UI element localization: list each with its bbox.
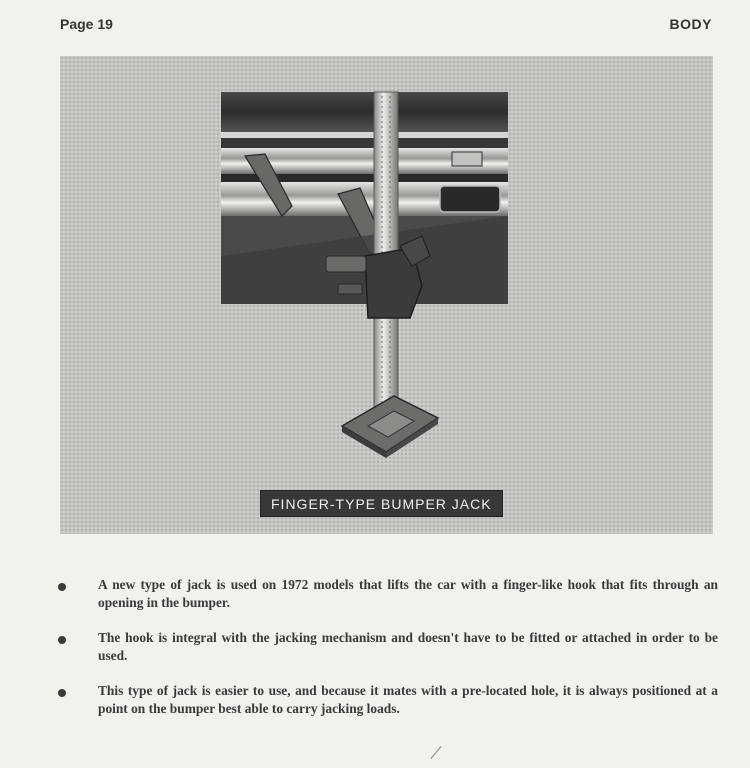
- list-item: [58, 629, 718, 665]
- bullet-icon: [58, 689, 66, 697]
- page-number: Page 19: [60, 16, 113, 32]
- list-item-text: This type of jack is easier to use, and because it mates with a pre-located hole, it is always positioned at a point on the bumper best able to carry jacking loads.: [98, 683, 718, 716]
- list-item-text: The hook is integral with the jacking mechanism and doesn't have to be fitted or attached in order to be used.: [98, 630, 718, 663]
- feature-list: [58, 576, 718, 735]
- jack-base: [342, 396, 438, 458]
- section-title: BODY: [669, 16, 712, 32]
- figure-caption: FINGER-TYPE BUMPER JACK: [260, 490, 503, 517]
- jack-photo: [60, 56, 713, 534]
- bullet-icon: [58, 636, 66, 644]
- bumper-jack-illustration: [60, 56, 713, 534]
- bullet-icon: [58, 583, 66, 591]
- list-item: [58, 682, 718, 718]
- list-item: [58, 576, 718, 612]
- list-item-text: A new type of jack is used on 1972 models that lifts the car with a finger-like hook that fits through an opening in the bumper.: [98, 577, 718, 610]
- page-mark: [430, 746, 441, 759]
